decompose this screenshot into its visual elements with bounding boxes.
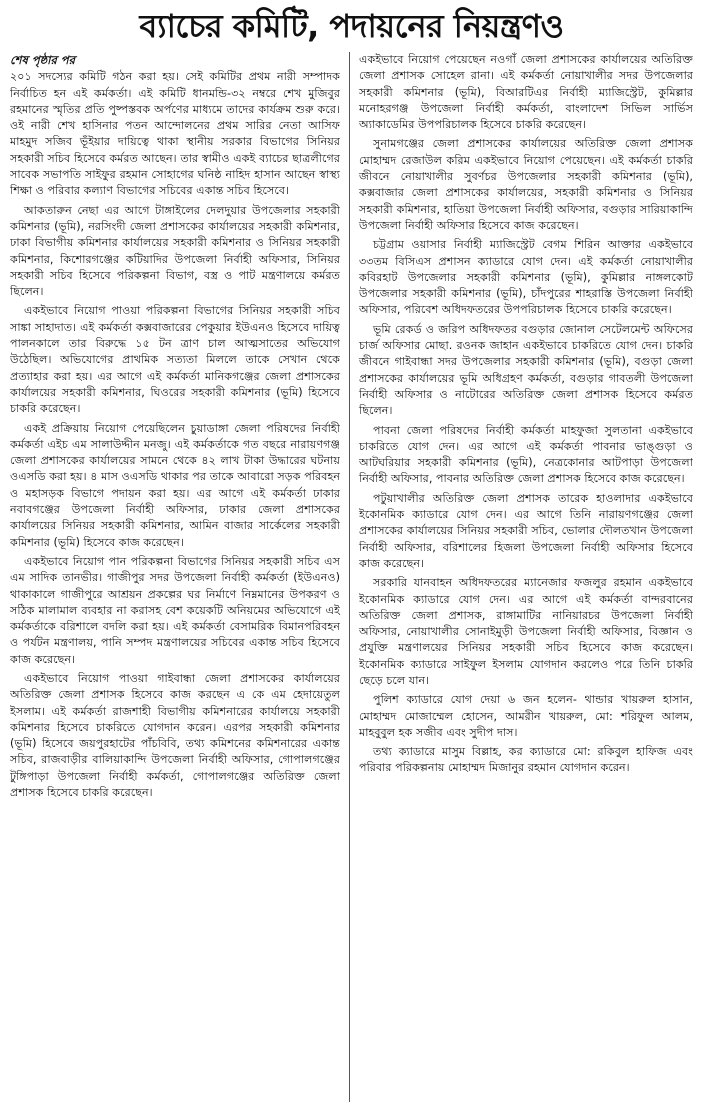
right-column — [350, 52, 693, 1102]
paragraph: সরকারি যানবাহন অধিদফতরের ম্যানেজার ফজলুর রহমান একইভাবে ইকোনমিক ক্যাডারে যোগ দেন। এর আগে এই কর্মকর্তা বান্দরবানের অতিরিক্ত জেলা প্রশাসক, রাঙ্গামাটির নানিয়ারচর উপজেলা নির্বাহী অফিসার, নোয়াখালীর সোনাইমুড়ী উপজেলা নির্বাহী অফিসার, বিজ্ঞান ও প্রযুক্তি মন্ত্রণালয়ের সিনিয়র সহকারী সচিব হিসেবে কাজ করেছেন। ইকোনমিক ক্যাডারে সাইফুল ইসলাম যোগদান করলেও পরে তিনি চাকরি ছেড়ে চলে যান। — [359, 576, 693, 687]
paragraph: একইভাবে নিয়োগ পান পরিকল্পনা বিভাগের সিনিয়র সহকারী সচিব এস এম সাদিক তানভীর। গাজীপুর সদর উপজেলা নির্বাহী কর্মকর্তা (ইউএনও) থাকাকালে গাজীপুরে আশ্রয়ন প্রকল্পের ঘর নির্মাণে নিম্নমানের উপকরণ ও সঠিক মালামাল ব্যবহার না করাসহ বেশ কয়েকটি অনিয়মের অভিযোগে এই কর্মকর্তাকে বরিশালে বদলি করা হয়। এই কর্মকর্তা বেসামরিক বিমানপরিবহন ও পর্যটন মন্ত্রণালয়, পানি সম্পদ মন্ত্রণালয়ের সচিবের একান্ত সচিব হিসেবে কাজ করেছেন। — [10, 554, 340, 666]
paragraph: আকতারুন নেছা এর আগে টাঙ্গাইলের দেলদুয়ার উপজেলার সহকারী কমিশনার (ভূমি), নরসিংদী জেলা প্রশাসকের কার্যালয়ের সহকারী কমিশনার, ঢাকা বিভাগীয় কমিশনার কার্যালয়ের সহকারী কমিশনার ও সিনিয়র সহকারী কমিশনার, কিশোরগঞ্জের কটিয়াদির উপজেলা নির্বাহী অফিসার, সিনিয়র সহকারী সচিব হিসেবে পরিকল্পনা বিভাগ, বস্ত্র ও পাট মন্ত্রণালয়ে কর্মরত ছিলেন। — [10, 203, 340, 299]
headline: ব্যাচের কমিটি, পদায়নের নিয়ন্ত্রণও — [139, 7, 564, 45]
paragraph: একইভাবে নিয়োগ পেয়েছেন নওগাঁ জেলা প্রশাসকের কার্যালয়ের অতিরিক্ত জেলা প্রশাসক সোহেল রানা। এই কর্মকর্তা নোয়াখালীর সদর উপজেলার সহকারী কমিশনার (ভূমি), বিআরটিএর নির্বাহী ম্যাজিস্ট্রেট, কুমিল্লার মনোহরগঞ্জ উপজেলা নির্বাহী কর্মকর্তা, বাংলাদেশ সিভিল সার্ভিস অ্যাকাডেমির উপপরিচালক হিসেবে চাকরি করেছেন। — [359, 53, 693, 132]
paragraph: একই প্রক্রিয়ায় নিয়োগ পেয়েছিলেন চুয়াডাঙ্গা জেলা পরিষদের নির্বাহী কর্মকর্তা এইচ এম সালাউদ্দীন মনজু। এই কর্মকর্তাকে গত বছরে নারায়ণগঞ্জ জেলা প্রশাসকের কার্যালয়ের সামনে থেকে ৪২ লাখ টাকা উদ্ধারের ঘটনায় ওএসডি করা হয়। ৪ মাস ওএসডি থাকার পর তাকে আবারো সড়ক পরিবহন ও মহাসড়ক বিভাগে পদায়ন করা হয়। এর আগে এই কর্মকর্তা ঢাকার নবাবগঞ্জের উপজেলা নির্বাহী অফিসার, ঢাকার জেলা প্রশাসকের কার্যালয়ের সিনিয়র সহকারী কমিশনার, আমিন বাজার সার্কেলের সহকারী কমিশনার (ভূমি) হিসেবে কাজ করেছেন। — [10, 421, 340, 549]
paragraph: ২০১ সদস্যের কমিটি গঠন করা হয়। সেই কমিটির প্রথম নারী সম্পাদক নির্বাচিত হন এই কর্মকর্তা। এই কমিটি ধানমন্ডি-৩২ নম্বরে শেখ মুজিবুর রহমানের স্মৃতির প্রতি পুষ্পস্তবক অর্পণের মাধ্যমে তাদের কার্যক্রম শুরু করে। ওই নারী শেখ হাসিনার পতন আন্দোলনের প্রথম সারির নেতা আসিফ মাহমুদ সজিব ভূঁইয়ার দায়িত্বে থাকা স্থানীয় সরকার বিভাগের সিনিয়র সহকারী সচিব হিসেবে কর্মরত আছেন। তার স্বামীও একই ব্যাচের ছাত্রলীগের সাবেক সভাপতি সাইফুর রহমান সোহাগের ঘনিষ্ঠ নাহিদ হাসান আছেন স্বাস্থ্য শিক্ষা ও পরিবার কল্যাণ বিভাগের সচিবের একান্ত সচিব হিসেবে। — [10, 70, 340, 198]
paragraph: তথ্য ক্যাডারে মাসুম বিল্লাহ, কর ক্যাডারে মো: রকিবুল হাফিজ এবং পরিবার পরিকল্পনায় মোহাম্মদ মিজানুর রহমান যোগদান করেন। — [359, 745, 693, 775]
paragraph: সুনামগঞ্জের জেলা প্রশাসকের কার্যালয়ের অতিরিক্ত জেলা প্রশাসক মোহাম্মদ রেজাউল করিম একইভাবে নিয়োগ পেয়েছেন। এই কর্মকর্তা চাকরি জীবনে নোয়াখালীর সুবর্ণচর উপজেলার সহকারী কমিশনার (ভূমি), কক্সবাজার জেলা প্রশাসকের কার্যালয়ের, সহকারী কমিশনার ও সিনিয়র সহকারী কমিশনার, হাতিয়া উপজেলা নির্বাহী অফিসার, বগুড়ার সারিয়াকান্দি উপজেলা নির্বাহী অফিসার হিসেবে কাজ করেছেন। — [359, 137, 693, 232]
article-body — [10, 52, 693, 1102]
paragraph: পাবনা জেলা পরিষদের নির্বাহী কর্মকর্তা মাহফুজা সুলতানা একইভাবে চাকরিতে যোগ দেন। এর আগে এই কর্মকর্তা পাবনার ভাঙ্গুড়া ও আটঘরিয়ার সহকারী কমিশনার (ভূমি), নেত্রকোনার আটপাড়া উপজেলা নির্বাহী অফিসার, পাবনার অতিরিক্ত জেলা প্রশাসক হিসেবে কাজ করেছেন। — [359, 423, 693, 486]
paragraph: চট্টগ্রাম ওয়াসার নির্বাহী ম্যাজিস্ট্রেট বেগম শিরিন আক্তার একইভাবে ৩৩তম বিসিএস প্রশাসন ক্যাডারে যোগ দেন। এই কর্মকর্তা নোয়াখালীর কবিরহাট উপজেলার সহকারী কমিশনার (ভূমি), কুমিল্লার নাঙ্গলকোট উপজেলার সহকারী কমিশনার (ভূমি), চাঁদপুরের শাহরাস্তি উপজেলা নির্বাহী অফিসার, পরিবেশ অধিদফতরের উপপরিচালক হিসেবে চাকরি করেছেন। — [359, 238, 693, 317]
left-column — [10, 52, 350, 1102]
paragraph: ভূমি রেকর্ড ও জরিপ অধিদফতর বগুড়ার জোনাল সেটেলমেন্ট অফিসের চার্জ অফিসার মোছা. রওনক জাহান একইভাবে চাকরিতে যোগ দেন। চাকরি জীবনে গাইবান্ধা সদর উপজেলার সহকারী কমিশনার (ভূমি), বগুড়া জেলা প্রশাসকের কার্যালয়ের ভূমি অধিগ্রহণ কর্মকর্তা, বগুড়ার গাবতলী উপজেলা নির্বাহী অফিসার ও নাটোরের অতিরিক্ত জেলা প্রশাসক হিসেবে কর্মরত ছিলেন। — [359, 322, 693, 418]
paragraph: পটুয়াখালীর অতিরিক্ত জেলা প্রশাসক তারেক হাওলাদার একইভাবে ইকোনমিক ক্যাডারে যোগ দেন। এর আগে তিনি নারায়ণগঞ্জের জেলা প্রশাসকের কার্যালয়ের সিনিয়র সহকারী সচিব, ভোলার দৌলতখান উপজেলা নির্বাহী অফিসার, বরিশালের হিজলা উপজেলা নির্বাহী অফিসার হিসেবে কাজ করেছেন। — [359, 491, 693, 570]
paragraph: একইভাবে নিয়োগ পাওয়া পরিকল্পনা বিভাগের সিনিয়র সহকারী সচিব সাঙ্কা সাহাদাত। এই কর্মকর্তা কক্সবাজারের পেকুয়ার ইউএনও হিসেবে দায়িত্ব পালনকালে তার বিরুদ্ধে ১৫ টন ত্রাণ চাল আত্মসাতের অভিযোগ উঠেছিল। অভিযোগের প্রাথমিক সত্যতা মিললে তাকে সেখান থেকে প্রত্যাহার করা হয়। এর আগে এই কর্মকর্তা মানিকগঞ্জের জেলা প্রশাসকের কার্যালয়ের সহকারী কমিশনার, ঘিওরের সহকারী কমিশনার (ভূমি) হিসেবে চাকরি করেছেন। — [10, 304, 340, 416]
continued-from-label: শেষ পৃষ্ঠার পর — [10, 53, 75, 67]
paragraph: পুলিশ ক্যাডারে যোগ দেয়া ৬ জন হলেন- থান্ডার খায়রুল হাসান, মোহাম্মদ মোজাম্মেল হোসেন, আমরীন খায়রুল, মো: শরিফুল আলম, মাহবুবুল হক সজীব এবং সুদীপ দাস। — [359, 693, 693, 739]
paragraph: একইভাবে নিয়োগ পাওয়া গাইবান্ধা জেলা প্রশাসকের কার্যালয়ের অতিরিক্ত জেলা প্রশাসক হিসেবে কাজ করছেন এ কে এম হেদায়েতুল ইসলাম। এই কর্মকর্তা রাজশাহী বিভাগীয় কমিশনারের কার্যালয়ে সহকারী কমিশনার হিসেবে চাকরিতে যোগদান করেন। এরপর সহকারী কমিশনার (ভূমি) হিসেবে জয়পুরহাটের পাঁচবিবি, তথ্য কমিশনের কমিশনারের একান্ত সচিব, রাজবাড়ীর বালিয়াকান্দি উপজেলা নির্বাহী অফিসার, গোপালগঞ্জের টুঙ্গিপাড়া উপজেলা নির্বাহী কর্মকর্তা, গোপালগঞ্জের অতিরিক্ত জেলা প্রশাসক হিসেবে চাকরি করেছেন। — [10, 671, 340, 800]
